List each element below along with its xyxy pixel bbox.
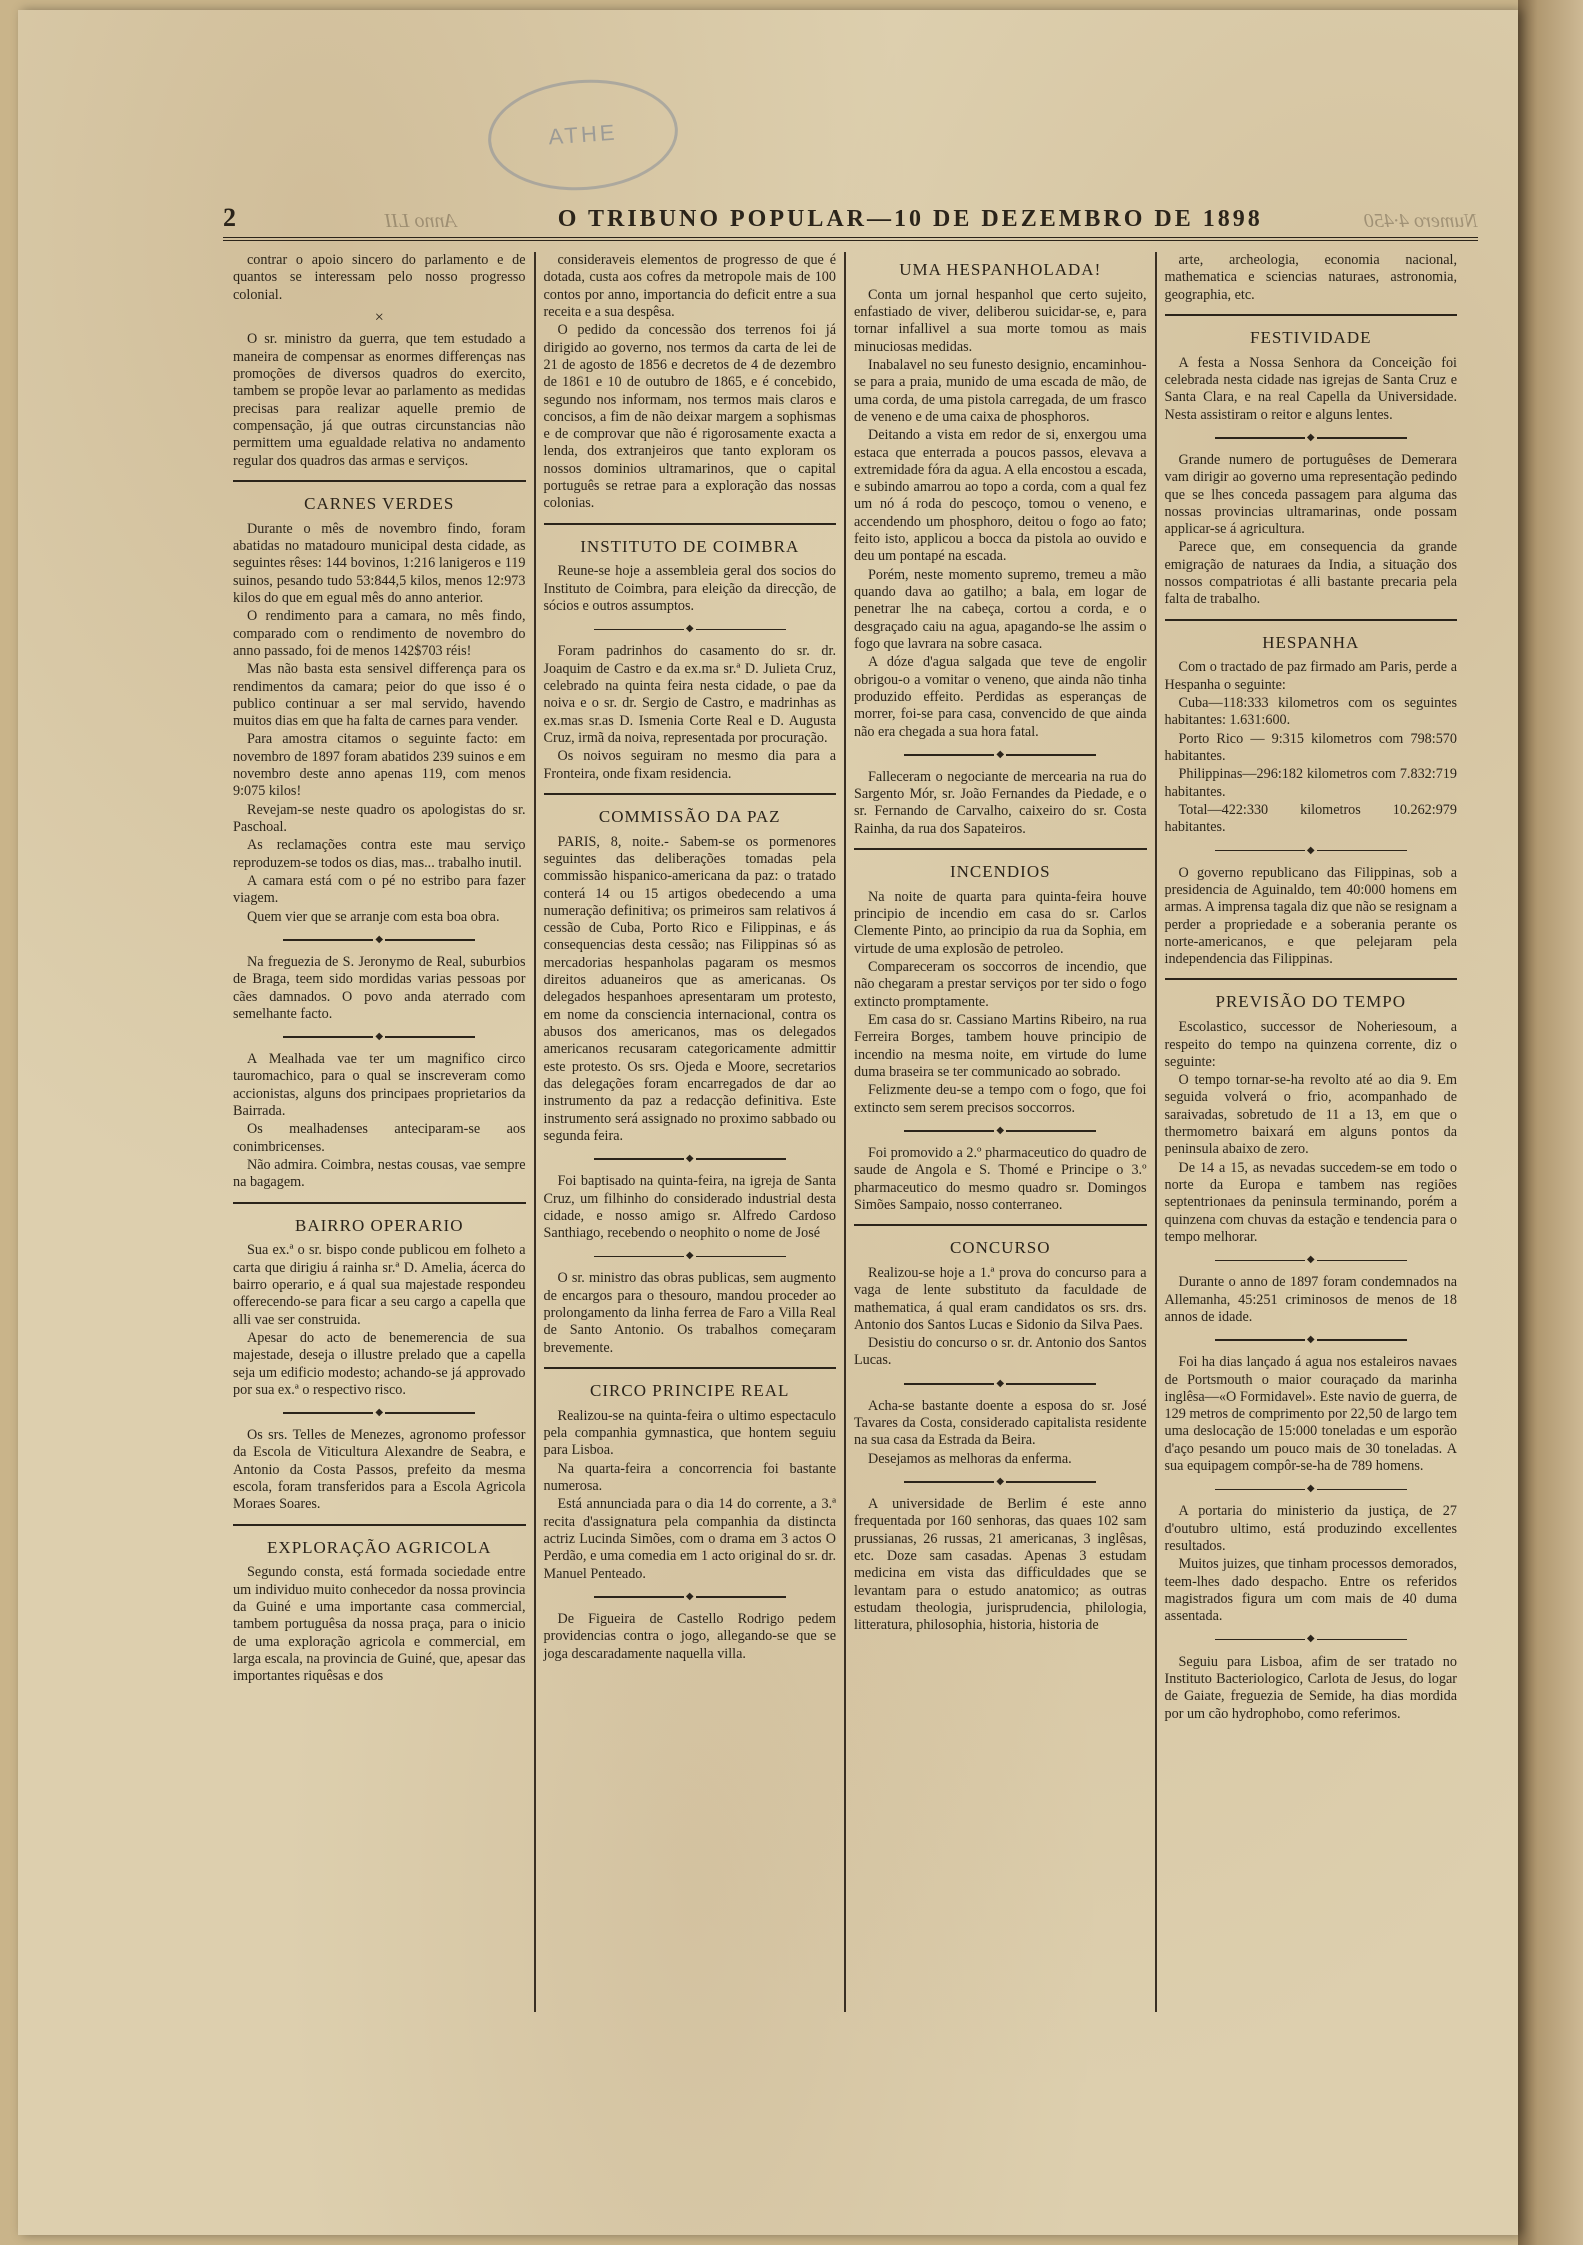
- paragraph: Na quarta-feira a concorrencia foi bastante numerosa.: [543, 1460, 836, 1495]
- paragraph: Revejam-se neste quadro os apologistas do sr. Paschoal.: [233, 801, 526, 835]
- ornament-separator: ◆: [1165, 1335, 1458, 1345]
- bleed-through-right: Numero 4·450: [1364, 210, 1478, 232]
- article-heading: INCENDIOS: [949, 862, 1051, 882]
- ornament-separator: ◆: [1165, 433, 1458, 443]
- paragraph: Na noite de quarta para quinta-feira houve principio de incendio em casa do sr. Carlos Clemente Pinto, ao principio da rua da Sophia, em virtude de uma explosão de petroleo.: [854, 888, 1147, 957]
- paragraph: Foi baptisado na quinta-feira, na igreja de Santa Cruz, um filhinho do considerado industrial desta cidade, e nosso amigo sr. Alfredo Cardoso Santhiago, recebendo o neophito o nome de José: [543, 1173, 836, 1242]
- ornament-separator: ◆: [854, 1379, 1147, 1389]
- article-heading: HESPANHA: [1262, 632, 1360, 652]
- paragraph: Deitando a vista em redor de si, enxergou uma estaca que enterrada a poucos passos, elevava a extremidade fóra da agua. A ella encostou a escada, e subindo amarrou ao topo a corda, com a qual fez um nó á roda do pescoço, tomou o veneno, e accendendo um phosphoro, deitou o fogo ao fato; feito isto, applicou a bocca da pistola ao ouvido e deu um pontapé na escada.: [854, 427, 1147, 565]
- ornament-separator: ◆: [854, 750, 1147, 760]
- article-heading: PREVISÃO DO TEMPO: [1215, 992, 1406, 1012]
- ornament-separator: ◆: [233, 1032, 526, 1042]
- paragraph: consideraveis elementos de progresso de que é dotada, custa aos cofres da metropole mais de 100 contos por anno, importancia do deficit entre a sua receita e a sua despêsa.: [543, 252, 836, 320]
- paragraph: De 14 a 15, as nevadas succedem-se em todo o norte da Europa e tambem nas regiões septentrionaes da peninsula terminando, porém a quinzena com chuvas da estação e tendencia para o tempo melhorar.: [1164, 1159, 1457, 1245]
- article-columns: [225, 252, 1465, 2012]
- library-stamp: ATHE: [484, 74, 681, 197]
- paragraph: Para amostra citamos o seguinte facto: em novembro de 1897 foram abatidos 239 suinos e em novembro deste anno apenas 119, com menos 9:075 kilos!: [233, 731, 526, 800]
- paragraph: contrar o apoio sincero do parlamento e de quantos se interessam pelo nosso progresso colonial.: [233, 252, 526, 303]
- paragraph: Escolastico, successor de Noheriesoum, a respeito do tempo na quinzena corrente, diz o seguinte:: [1164, 1019, 1457, 1070]
- paragraph: Falleceram o negociante de mercearia na rua do Sargento Mór, sr. João Fernandes da Piedade, e o sr. Fernando de Carvalho, caixeiro do sr. Costa Rainha, da rua dos Sapateiros.: [854, 768, 1147, 837]
- paragraph: arte, archeologia, economia nacional, mathematica e sciencias naturaes, astronomia, geographia, etc.: [1164, 252, 1457, 303]
- column-3: [844, 252, 1155, 2012]
- adjacent-page-edge: [1518, 0, 1583, 2245]
- column-1: [225, 252, 534, 2012]
- paragraph: Foi promovido a 2.º pharmaceutico do quadro de saude de Angola e S. Thomé e Principe o 3.º pharmaceutico do mesmo quadro sr. Domingos Simões Sampaio, nosso conterraneo.: [854, 1144, 1147, 1213]
- article-heading: EXPLORAÇÃO AGRICOLA: [267, 1537, 492, 1557]
- paragraph: Foi ha dias lançado á agua nos estaleiros navaes de Portsmouth o maior couraçado da marinha inglêsa—«O Formidavel». Este navio de guerra, de 129 metros de comprimento por 22,50 de largo tem uma deslocação de 15:000 toneladas e um esporão d'aço pesando um pouco mais de 30 toneladas. A sua equipagem compôr-se-ha de 789 homens.: [1164, 1354, 1457, 1475]
- paragraph: O pedido da concessão dos terrenos foi já dirigido ao governo, nos termos da carta de lei de 21 de agosto de 1856 e decretos de 4 de dezembro de 1861 e 10 de outubro de 1865, e é concebido, segundo nos informam, nos termos mais claros e concisos, a fim de não deixar margem a sophismas e de comprovar que não é rigorosamente exacta a lenda, dos extranjeiros que tanto exploram os nossos dominios ultramarinos, que o capital português se retrae para a exploração das nossas colonias.: [543, 322, 836, 512]
- ornament-separator: ◆: [854, 1126, 1147, 1136]
- paragraph: Em casa do sr. Cassiano Martins Ribeiro, na rua Ferreira Borges, tambem houve principio de incendio na mesma noite, em virtude do lume duma braseira se ter communicado ao sobrado.: [854, 1012, 1147, 1080]
- bleed-through-left: Anno LII: [384, 210, 457, 232]
- article-heading: BAIRRO OPERARIO: [295, 1215, 464, 1235]
- article-heading: UMA HESPANHOLADA!: [899, 260, 1102, 279]
- paragraph: Sua ex.ª o sr. bispo conde publicou em folheto a carta que dirigiu á rainha sr.ª D. Amelia, ácerca do bairro operario, e á qual sua majestade respondeu offerecendo-se para ficar a seu cargo a capella que alli vae ser construida.: [233, 1242, 526, 1328]
- paragraph: Desejamos as melhoras da enferma.: [868, 1450, 1072, 1467]
- paragraph: Philippinas—296:182 kilometros com 7.832:719 habitantes.: [1164, 766, 1457, 800]
- paragraph: O sr. ministro da guerra, que tem estudado a maneira de compensar as enormes differenças nas promoções de diversos quadros do exercito, tambem se propõe levar ao parlamento as medidas precisas para realizar aquelle premio de compensação, já que outras circunstancias não permittem uma egualdade relativa no andamento regular dos quadros das armas e serviços.: [233, 331, 526, 469]
- paragraph: PARIS, 8, noite.- Sabem-se os pormenores seguintes das deliberações tomadas pela commissão hispanico-americana da paz: o tratado conterá 14 ou 15 artigos obedecendo a uma numeração definitiva; os primeiros sam relativos á cessão de Cuba, Porto Rico e Filippinas, e ás consequencias desta cessão; nas Filippinas só as mercadorias hespanholas pagaram os mesmos direitos aduaneiros que as americanas. Os delegados hespanhoes apresentaram um protesto, em nome da consciencia internacional, contra os abusos dos americanos, mas os delegados americanos recusaram categoricamente admittir este protesto. Os srs. Ojeda e Moore, secretarios das delegações foram encarregados de dar ao instrumento da paz a redacção definitiva. Este instrumento será assignado no proximo sabbado ou segunda feira.: [543, 833, 836, 1144]
- paragraph: Compareceram os soccorros de incendio, que não chegaram a prestar serviços por ter sido o fogo extincto promptamente.: [854, 959, 1147, 1010]
- ornament-separator: ◆: [1165, 1484, 1458, 1494]
- paragraph: Não admira. Coimbra, nestas cousas, vae sempre na bagagem.: [233, 1157, 526, 1191]
- page-number: 2: [223, 203, 236, 232]
- paragraph: Apesar do acto de benemerencia de sua majestade, deseja o illustre prelado que a capella seja um edificio modesto; achando-se já approvado por sua ex.ª o respectivo risco.: [233, 1329, 526, 1398]
- paragraph: Parece que, em consequencia da grande emigração de naturaes da India, a situação dos nossos compatriotas é alli bastante precaria pela falta de trabalho.: [1164, 539, 1457, 608]
- ornament-separator: ◆: [544, 1154, 837, 1164]
- article-heading: FESTIVIDADE: [1250, 327, 1372, 347]
- paragraph: A festa a Nossa Senhora da Conceição foi celebrada nesta cidade nas igrejas de Santa Cruz e Santa Clara, e na real Capella da Universidade. Nesta assistiram o reitor e alguns lentes.: [1164, 354, 1457, 423]
- paragraph: O sr. ministro das obras publicas, sem augmento de encargos para o thesouro, mandou proceder ao prolongamento da linha ferrea de Faro a Villa Real de Santo Antonio. Os trabalhos começaram brevemente.: [543, 1270, 836, 1356]
- ornament-separator: ◆: [544, 624, 837, 634]
- paragraph: Foram padrinhos do casamento do sr. dr. Joaquim de Castro e da ex.ma sr.ª D. Julieta Cruz, celebrado na quinta feira nesta cidade, o pae da noiva e o sr. dr. Sergio de Castro, e madrinhas as ex.mas sr.as D. Ismenia Corte Real e D. Augusta Cruz, irmã da noiva, representada por procuração.: [543, 643, 836, 746]
- paragraph: Mas não basta esta sensivel differença para os rendimentos da camara; peior do que isso é o publico continuar a ser mal servido, havendo muitos dias em que ha falta de carnes para vender.: [233, 661, 526, 730]
- ornament-separator: ◆: [233, 935, 526, 945]
- paragraph: De Figueira de Castello Rodrigo pedem providencias contra o jogo, allegando-se que se joga descaradamente naquella villa.: [543, 1610, 836, 1662]
- paragraph: A universidade de Berlim é este anno frequentada por 160 senhoras, das quaes 102 sam prussianas, 26 russas, 21 americanas, 3 inglêsas, etc. Doze sam casadas. Apenas 3 estudam medicina em vista das difficuldades que se levantam para o estudo anatomico; as outras estudam theologia, jurisprudencia, philologia, litteratura, philosophia, historia, historia de: [854, 1496, 1147, 1634]
- ornament-separator: ◆: [544, 1592, 837, 1602]
- paragraph: Inabalavel no seu funesto designio, encaminhou-se para a praia, munido de uma escada de mão, de uma corda, de uma pistola carregada, de um frasco de veneno e de uma caixa de phosphoros.: [854, 356, 1147, 425]
- paragraph: Total—422:330 kilometros 10.262:979 habitantes.: [1164, 801, 1457, 836]
- ornament-separator: ◆: [854, 1477, 1147, 1487]
- paragraph: As reclamações contra este mau serviço reproduzem-se todos os dias, mas... trabalho inutil.: [233, 837, 526, 871]
- paragraph: Os srs. Telles de Menezes, agronomo professor da Escola de Viticultura Alexandre de Seabra, e Antonio da Costa Passos, prefeito da mesma escola, foram transferidos para a Escola Agricola Moraes Soares.: [233, 1427, 526, 1513]
- paragraph: A camara está com o pé no estribo para fazer viagem.: [233, 872, 526, 907]
- article-heading: CIRCO PRINCIPE REAL: [590, 1381, 790, 1401]
- paragraph: Durante o anno de 1897 foram condemnados na Allemanha, 45:251 criminosos de menos de 18 annos de idade.: [1164, 1274, 1457, 1325]
- paragraph: Felizmente deu-se a tempo com o fogo, que foi extincto sem serem precisos soccorros.: [854, 1082, 1147, 1116]
- paragraph: Grande numero de portuguêses de Demerara vam dirigir ao governo uma representação pedindo que se lhes conceda passagem para alguma das nossas provincias ultramarinas, onde possam applicar-se á agricultura.: [1164, 451, 1457, 538]
- ornament-separator: ◆: [1165, 1635, 1458, 1645]
- paragraph: Conta um jornal hespanhol que certo sujeito, enfastiado de viver, deliberou suicidar-se, e, para tornar infallivel a sua morte tomou as mais minuciosas medidas.: [854, 286, 1147, 355]
- header-title: O TRIBUNO POPULAR—10 DE DEZEMBRO DE 1898: [557, 206, 1263, 232]
- column-2: [534, 252, 845, 2012]
- paragraph: O governo republicano das Filippinas, sob a presidencia de Aguinaldo, tem 40:000 homens em armas. A imprensa tagala diz que não se resignam a perder a propriedade e a soberania perante os norte-americanos, e que pelejaram pela independencia das Filippinas.: [1164, 864, 1457, 968]
- paragraph: Segundo consta, está formada sociedade entre um individuo muito conhecedor da nossa provincia da Guiné e uma importante casa commercial, tambem portuguêsa da nossa praça, para o inicio de uma exploração agricola e commercial, em larga escala, na provincia de Guiné, que, apesar das importantes riquêsas e dos: [233, 1564, 526, 1685]
- ornament-separator: ◆: [544, 1251, 837, 1261]
- paragraph: Desistiu do concurso o sr. dr. Antonio dos Santos Lucas.: [854, 1335, 1147, 1369]
- article-heading: CARNES VERDES: [304, 493, 455, 513]
- paragraph: Porto Rico — 9:315 kilometros com 798:570 habitantes.: [1164, 730, 1457, 765]
- paragraph: Porém, neste momento supremo, tremeu a mão quando dava ao gatilho; a bala, em logar de penetrar lhe na cabeça, cortou a corda, e o desgraçado caiu na agua, apagando-se lhe assim o fogo que lavrara na sobre casaca.: [854, 566, 1147, 652]
- paragraph: A Mealhada vae ter um magnifico circo tauromachico, para o qual se inscreveram como accionistas, alguns dos principaes proprietarios da Bairrada.: [233, 1051, 526, 1120]
- article-heading: INSTITUTO DE COIMBRA: [580, 536, 800, 556]
- paragraph: O rendimento para a camara, no mês findo, comparado com o rendimento de novembro do anno passado, foi de menos 142$703 réis!: [233, 608, 526, 659]
- paragraph: Cuba—118:333 kilometros com os seguintes habitantes: 1.631:600.: [1164, 695, 1457, 729]
- paragraph: A portaria do ministerio da justiça, de 27 d'outubro ultimo, está produzindo excellentes resultados.: [1164, 1503, 1457, 1555]
- paragraph: Com o tractado de paz firmado am Paris, perde a Hespanha o seguinte:: [1164, 659, 1457, 693]
- article-heading: CONCURSO: [949, 1238, 1051, 1258]
- paragraph: Realizou-se hoje a 1.ª prova do concurso para a vaga de lente substituto da faculdade de mathematica, á qual eram candidatos os srs. drs. Antonio dos Santos Lucas e Sidonio da Silva Paes.: [854, 1264, 1147, 1333]
- page-header: [223, 195, 1478, 241]
- ornament-separator: ◆: [1165, 846, 1458, 856]
- column-4: [1155, 252, 1466, 2012]
- paragraph: Muitos juizes, que tinham processos demorados, teem-lhes dado despacho. Entre os referidos magistrados figura um com mais de 40 duma assentada.: [1164, 1556, 1457, 1625]
- ornament-separator: ◆: [233, 1408, 526, 1418]
- paragraph: A dóze d'agua salgada que teve de engolir obrigou-o a vomitar o veneno, que ainda não tinha produzido effeito. Perdidas as esperanças de morrer, foi-se para casa, convencido de que ainda não era chegada a sua hora fatal.: [854, 654, 1147, 740]
- paragraph: Está annunciada para o dia 14 do corrente, a 3.ª recita d'assignatura pela companhia da distincta actriz Lucinda Simões, com o drama em 3 actos O Perdão, e uma comedia em 1 acto original do sr. dr. Manuel Penteado.: [543, 1496, 836, 1582]
- paragraph: Acha-se bastante doente a esposa do sr. José Tavares da Costa, considerado capitalista residente na sua casa da Estrada da Beira.: [854, 1397, 1147, 1449]
- ornament-separator: ◆: [1165, 1255, 1458, 1265]
- paragraph: O tempo tornar-se-ha revolto até ao dia 9. Em seguida volverá o frio, acompanhado de saraivadas, sobretudo de 11 a 13, em que o thermometro baixará em alguns pontos da peninsula abaixo de zero.: [1164, 1072, 1457, 1158]
- paragraph: Os mealhadenses anteciparam-se aos conimbricenses.: [233, 1121, 526, 1155]
- paragraph: Quem vier que se arranje com esta boa obra.: [247, 908, 500, 925]
- paragraph: Seguiu para Lisboa, afim de ser tratado no Instituto Bacteriologico, Carlota de Jesus, do logar de Gaiate, freguezia de Semide, ha dias mordida por um cão hydrophobo, como referimos.: [1164, 1653, 1457, 1722]
- paragraph: Na freguezia de S. Jeronymo de Real, suburbios de Braga, teem sido mordidas varias pessoas por cães damnados. O povo anda aterrado com semelhante facto.: [233, 953, 526, 1022]
- article-heading: COMMISSÃO DA PAZ: [598, 806, 781, 826]
- cross-separator: ×: [374, 308, 384, 326]
- paragraph: Realizou-se na quinta-feira o ultimo espectaculo pela companhia gymnastica, que hontem seguiu para Lisboa.: [543, 1407, 836, 1459]
- paragraph: Os noivos seguiram no mesmo dia para a Fronteira, onde fixam residencia.: [543, 748, 836, 782]
- paragraph: Reune-se hoje a assembleia geral dos socios do Instituto de Coimbra, para eleição da direcção, de sócios e outros assumptos.: [543, 563, 836, 615]
- paragraph: Durante o mês de novembro findo, foram abatidas no matadouro municipal desta cidade, as seguintes rêses: 144 bovinos, 1:216 lanigeros e 119 suinos, pesando tudo 53:844,5 kilos, menos 12:973 kilos do que em egual mês do anno anterior.: [233, 520, 526, 606]
